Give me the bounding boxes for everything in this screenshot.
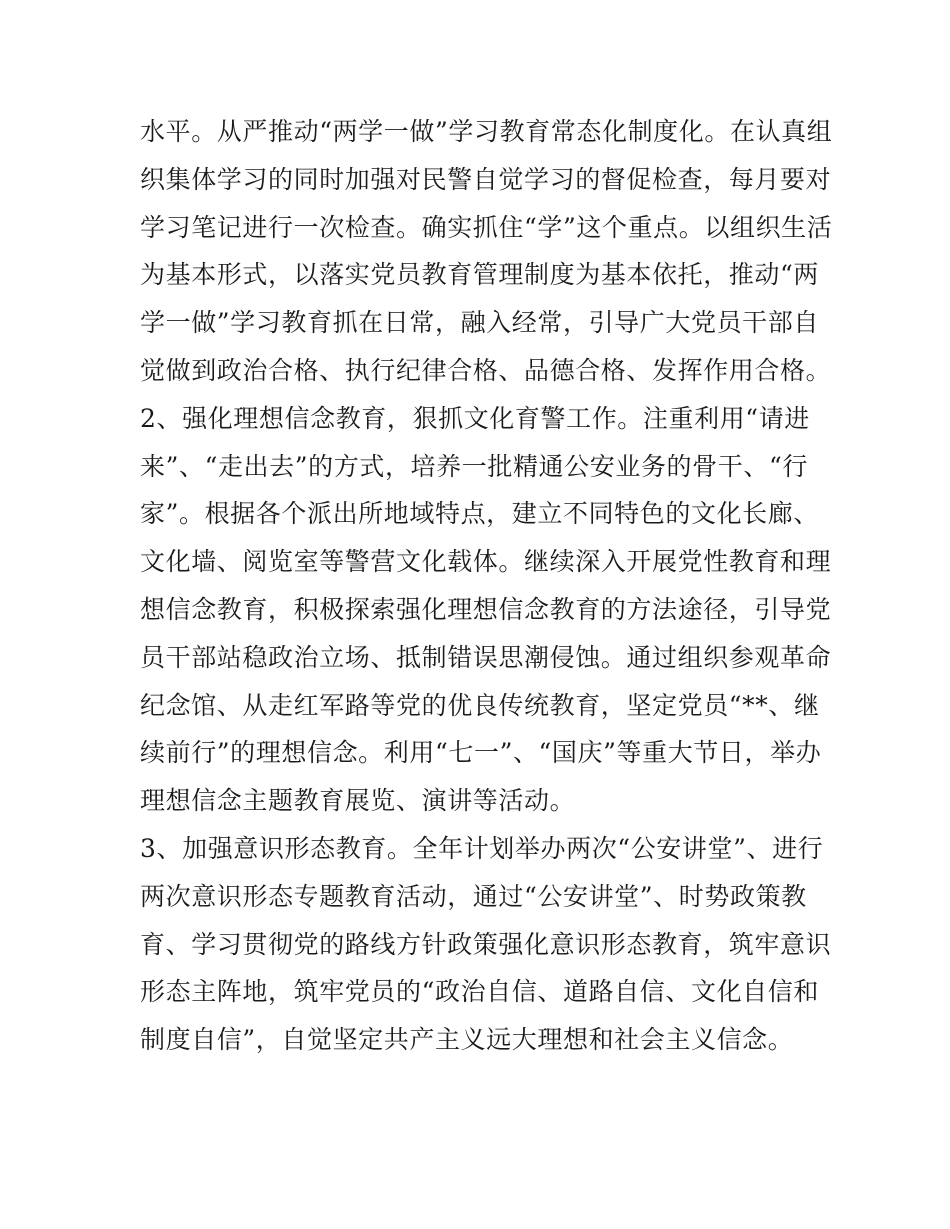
text-line: 水平。从严推动“两学一做”学习教育常态化制度化。在认真组: [140, 117, 833, 146]
text-line: 形态主阵地，筑牢党员的“政治自信、道路自信、文化自信和: [140, 977, 819, 1007]
text-line: 2、强化理想信念教育，狠抓文化育警工作。注重利用“请进: [140, 403, 810, 433]
text-line: 育、学习贯彻党的路线方针政策强化意识形态教育，筑牢意识: [140, 929, 832, 959]
document-body: [140, 108, 833, 1064]
text-line: 续前行”的理想信念。利用“七一”、“国庆”等重大节日，举办: [140, 738, 822, 768]
text-line: 织集体学习的同时加强对民警自觉学习的督促检查，每月要对: [140, 164, 832, 194]
text-line: 纪念馆、从走红军路等党的优良传统教育，坚定党员“**、继: [140, 690, 820, 720]
text-line: 为基本形式，以落实党员教育管理制度为基本依托，推动“两: [140, 260, 819, 290]
text-line: 员干部站稳政治立场、抵制错误思潮侵蚀。通过组织参观革命: [140, 642, 832, 672]
text-line: 两次意识形态专题教育活动，通过“公安讲堂”、时势政策教: [140, 881, 807, 911]
text-line: 家”。根据各个派出所地域特点，建立不同特色的文化长廊、: [140, 499, 819, 529]
text-line: 来”、“走出去”的方式，培养一批精通公安业务的骨干、“行: [140, 451, 808, 481]
text-line: 想信念教育，积极探索强化理想信念教育的方法途径，引导党: [140, 594, 832, 624]
text-line: 学一做”学习教育抓在日常，融入经常，引导广大党员干部自: [140, 308, 819, 338]
text-line: 文化墙、阅览室等警营文化载体。继续深入开展党性教育和理: [140, 547, 832, 577]
text-line: 理想信念主题教育展览、演讲等活动。: [140, 786, 576, 816]
text-line: 觉做到政治合格、执行纪律合格、品德合格、发挥作用合格。: [140, 355, 832, 385]
text-line: 制度自信”，自觉坚定共产主义远大理想和社会主义信念。: [140, 1025, 794, 1055]
text-line: 3、加强意识形态教育。全年计划举办两次“公安讲堂”、进行: [140, 833, 824, 863]
text-line: 学习笔记进行一次检查。确实抓住“学”这个重点。以组织生活: [140, 212, 833, 242]
